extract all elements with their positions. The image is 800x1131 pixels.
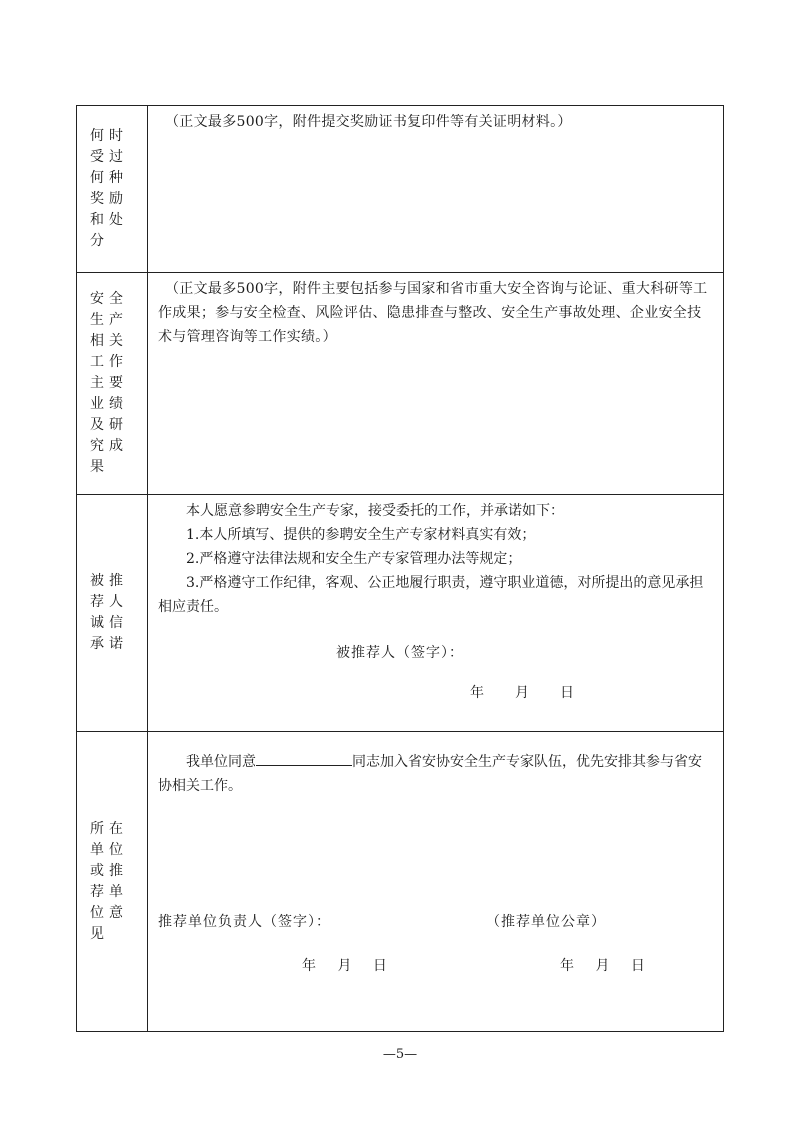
pledge-item-2: 2.严格遵守法律法规和安全生产专家管理办法等规定； bbox=[186, 551, 522, 567]
leader-signature-label: 推荐单位负责人（签字）： bbox=[158, 914, 331, 930]
pledge-label-cell bbox=[77, 495, 148, 732]
opinion-text-before: 我单位同意 bbox=[186, 754, 256, 770]
pledge-row bbox=[77, 495, 724, 732]
unit-seal-label: （推荐单位公章） bbox=[486, 914, 606, 930]
awards-content-cell[interactable] bbox=[148, 106, 724, 273]
pledge-signature-label: 被推荐人（签字）： bbox=[336, 645, 464, 661]
pledge-item-3: 3.严格遵守工作纪律，客观、公正地履行职责，遵守职业道德，对所提出的意见承担相应责任。 bbox=[158, 575, 704, 615]
opinion-label: 所在单位或推荐单位意见 bbox=[90, 820, 128, 942]
page-number: —5— bbox=[382, 1047, 418, 1062]
achievements-content-cell[interactable] bbox=[148, 273, 724, 495]
achievements-note: （正文最多500字，附件主要包括参与国家和省市重大安全咨询与论证、重大科研等工作成果；参与安全检查、风险评估、隐患排查与整改、安全生产事故处理、企业安全技术与管理咨询等工作实绩。） bbox=[158, 281, 708, 345]
achievements-row bbox=[77, 273, 724, 495]
opinion-text-after: 同志加入省安协安全生产专家队伍，优先安排其参与省安协相关工作。 bbox=[158, 754, 702, 794]
achievements-label: 安全生产相关工作主要业绩及研究成果 bbox=[90, 291, 128, 475]
form-table bbox=[76, 105, 724, 1032]
awards-label: 何时受过何种奖励和处分 bbox=[90, 128, 128, 249]
pledge-intro: 本人愿意参聘安全生产专家，接受委托的工作，并承诺如下： bbox=[186, 503, 564, 519]
pledge-content-cell bbox=[148, 495, 724, 732]
awards-label-cell bbox=[77, 106, 148, 273]
opinion-label-cell bbox=[77, 732, 148, 1032]
seal-date: 年 月 日 bbox=[560, 958, 646, 974]
leader-date: 年 月 日 bbox=[302, 958, 388, 974]
comrade-name-blank[interactable] bbox=[256, 751, 352, 766]
pledge-item-1: 1.本人所填写、提供的参聘安全生产专家材料真实有效； bbox=[186, 527, 536, 543]
opinion-content-cell bbox=[148, 732, 724, 1032]
achievements-label-cell bbox=[77, 273, 148, 495]
pledge-date: 年 月 日 bbox=[470, 685, 575, 701]
pledge-label: 被推荐人诚信承诺 bbox=[90, 573, 128, 652]
awards-row bbox=[77, 106, 724, 273]
opinion-row bbox=[77, 732, 724, 1032]
awards-note: （正文最多500字，附件提交奖励证书复印件等有关证明材料。） bbox=[165, 114, 572, 130]
